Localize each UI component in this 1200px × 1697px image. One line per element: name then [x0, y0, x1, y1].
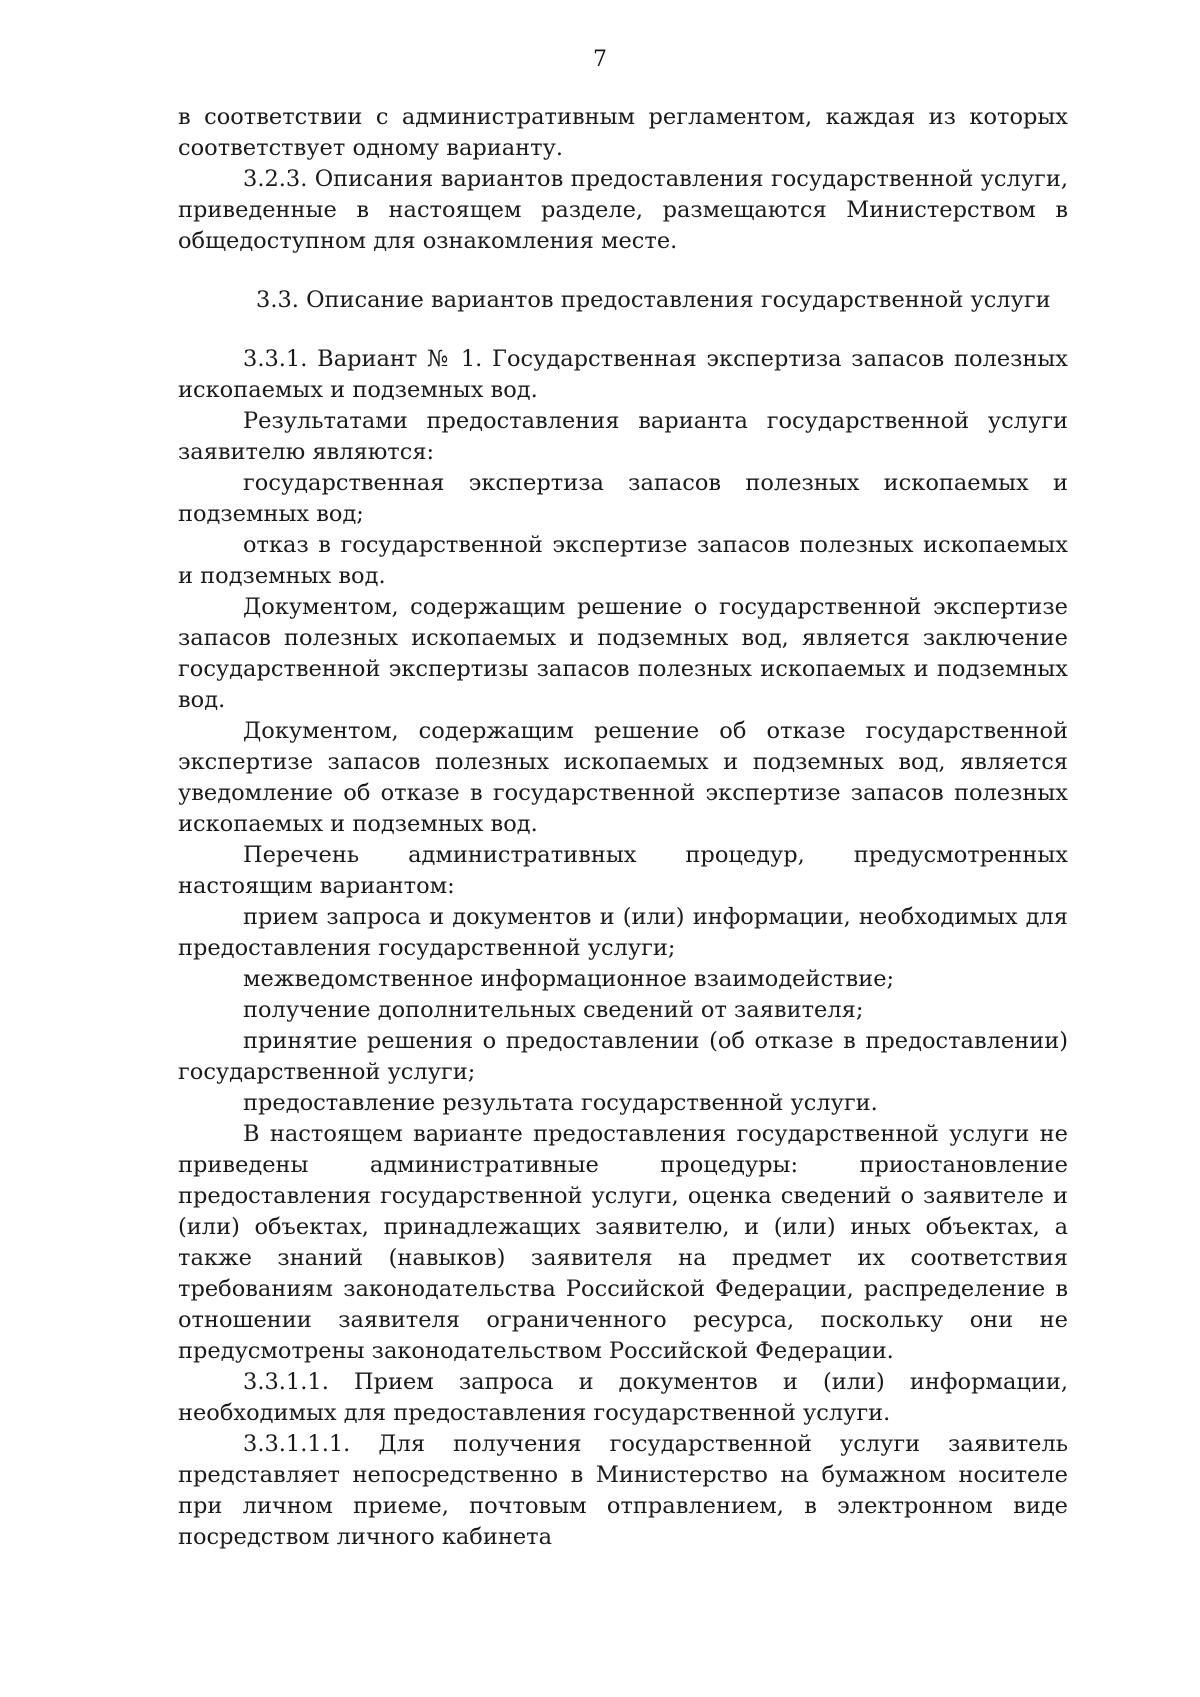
paragraph-results: Результатами предоставления варианта государственной услуги заявителю являются:	[178, 408, 1068, 465]
document-body	[178, 102, 1068, 1553]
section-heading-3-3: 3.3. Описание вариантов предоставления государственной услуги	[256, 287, 1051, 313]
paragraph-3-3-1: 3.3.1. Вариант № 1. Государственная экспертиза запасов полезных ископаемых и подземных вод.	[178, 346, 1068, 403]
paragraph-procedures-list: Перечень административных процедур, предусмотренных настоящим вариантом:	[178, 842, 1068, 899]
paragraph-3-3-1-1: 3.3.1.1. Прием запроса и документов и (или) информации, необходимых для предоставления государственной услуги.	[178, 1369, 1068, 1426]
paragraph-decision-document: Документом, содержащим решение о государственной экспертизе запасов полезных ископаемых и подземных вод, является заключение государственной экспертизы запасов полезных ископаемых и подземных вод.	[178, 594, 1068, 713]
list-item-procedure-2: межведомственное информационное взаимодействие;	[243, 966, 895, 992]
list-item-procedure-5: предоставление результата государственной услуги.	[243, 1090, 878, 1116]
paragraph-continuation: в соответствии с административным регламентом, каждая из которых соответствует одному варианту.	[178, 104, 1068, 161]
page-number: 7	[593, 47, 607, 72]
paragraph-refusal-document: Документом, содержащим решение об отказе государственной экспертизе запасов полезных ископаемых и подземных вод, является уведомление об отказе в государственной экспертизе запасов полезных ископаемых и подземных вод.	[178, 718, 1068, 837]
list-item-refusal: отказ в государственной экспертизе запасов полезных ископаемых и подземных вод.	[178, 532, 1068, 589]
paragraph-3-2-3: 3.2.3. Описания вариантов предоставления государственной услуги, приведенные в настоящем разделе, размещаются Министерством в общедоступном для ознакомления месте.	[178, 166, 1068, 254]
paragraph-3-3-1-1-1: 3.3.1.1.1. Для получения государственной услуги заявитель представляет непосредственно в Министерство на бумажном носителе при личном приеме, почтовым отправлением, в электронном виде посредством личного кабинета	[178, 1431, 1068, 1550]
paragraph-not-provided-procedures: В настоящем варианте предоставления государственной услуги не приведены административные процедуры: приостановление предоставления государственной услуги, оценка сведений о заявителе и (или) объектах, принадлежащих заявителю, и (или) иных объектах, а также знаний (навыков) заявителя на предмет их соответствия требованиям законодательства Российской Федерации, распределение в отношении заявителя ограниченного ресурса, поскольку они не предусмотрены законодательством Российской Федерации.	[178, 1121, 1068, 1364]
list-item-procedure-3: получение дополнительных сведений от заявителя;	[243, 997, 864, 1023]
list-item-procedure-1: прием запроса и документов и (или) информации, необходимых для предоставления государственной услуги;	[178, 904, 1068, 961]
list-item-expertise: государственная экспертиза запасов полезных ископаемых и подземных вод;	[178, 470, 1068, 527]
list-item-procedure-4: принятие решения о предоставлении (об отказе в предоставлении) государственной услуги;	[178, 1028, 1068, 1085]
